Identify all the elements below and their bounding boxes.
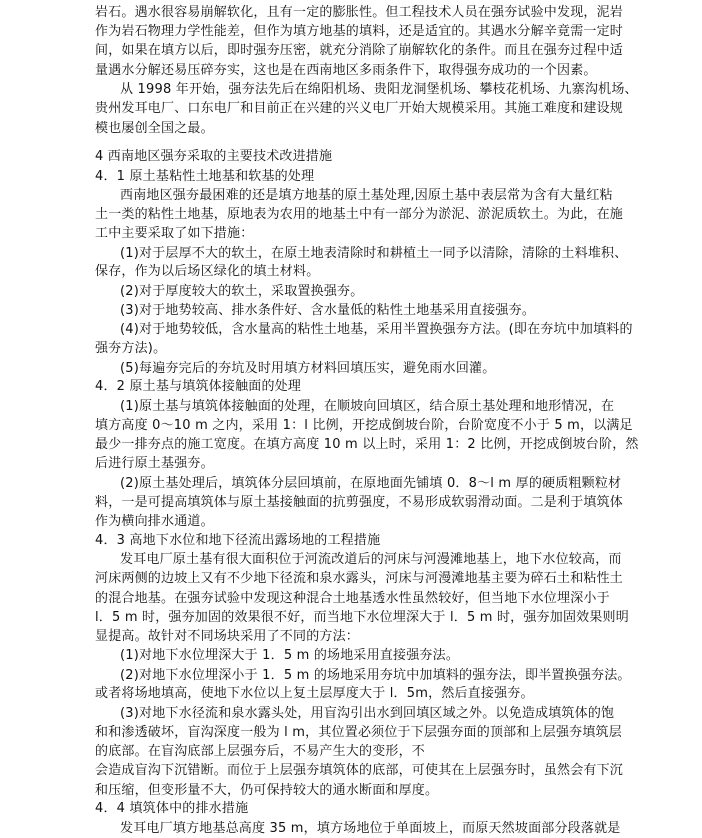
text-line: 模也屡创全国之最。	[95, 121, 214, 136]
text-line: 料，一是可提高填筑体与原土基接触面的抗剪强度，不易形成软弱滑动面。二是利于填筑体	[95, 495, 624, 510]
text-line: 岩石。遇水很容易崩解软化，且有一定的膨胀性。但工程技术人员在强夯试验中发现，泥岩	[95, 5, 624, 20]
text-line: (4)对于地势较低，含水量高的粘性土地基，采用半置换强夯方法。(即在夯坑中加填料的	[120, 322, 633, 337]
text-line: 的混合地基。在强夯试验中发现这种混合土地基透水性虽然较好，但当地下水位埋深小于	[95, 591, 610, 606]
text-line: (1)对于层厚不大的软土，在原土地表清除时和耕植土一同予以清除，清除的土料堆积、	[120, 246, 628, 261]
text-line: (5)每遍夯完后的夯坑及时用填方材料回填压实，避免雨水回灌。	[120, 361, 496, 376]
text-line: l．5 m 时，强夯加固的效果很不好，而当地下水位埋深大于 l．5 m 时，强夯加固效果则明	[95, 610, 629, 625]
text-line: 强夯方法)。	[95, 341, 167, 356]
text-line: 土一类的粘性土地基，原地表为农用的地基土中有一部分为淤泥、淤泥质软土。为此，在施	[95, 207, 624, 222]
text-line: 4．4 填筑体中的排水措施	[95, 801, 249, 816]
text-line: 显提高。故针对不同场块采用了不同的方法：	[95, 629, 360, 644]
text-line: 从 1998 年开始，强夯法先后在绵阳机场、贵阳龙洞堡机场、攀枝花机场、九寨沟机场、	[120, 82, 638, 97]
text-line: 工中主要采取了如下措施：	[95, 226, 254, 241]
text-line: 4．3 高地下水位和地下径流出露场地的工程措施	[95, 533, 381, 548]
text-line: 后进行原土基强夯。	[95, 456, 214, 471]
text-line: 发耳电厂填方地基总高度 35 m，填方场地位于单面坡上，而原天然坡面部分段落就是	[120, 821, 621, 836]
text-line: 会造成盲沟下沉错断。而位于上层强夯填筑体的底部，可使其在上层强夯时，虽然会有下沉	[95, 763, 624, 778]
text-line: 4 西南地区强夯采取的主要技术改进措施	[95, 149, 333, 164]
text-line: 间，如果在填方以后，即时强夯压密，就充分消除了崩解软化的条件。而且在强夯过程中适	[95, 43, 624, 58]
text-line: (3)对于地势较高、排水条件好、含水量低的粘性土地基采用直接强夯。	[120, 303, 536, 318]
text-line: 和压缩，但变形量不大，仍可保持较大的通水断面和厚度。	[95, 783, 439, 798]
text-line: 和和渗透破坏，盲沟深度一般为 l m，其位置必须位于下层强夯面的顶部和上层强夯填筑层	[95, 725, 622, 740]
text-line: (1)对地下水位埋深大于 1．5 m 的场地采用直接强夯法。	[120, 648, 460, 663]
text-line: 作为横向排水通道。	[95, 514, 214, 529]
text-line: 贵州发耳电厂、口东电厂和目前正在兴建的兴义电厂开始大规模采用。其施工难度和建设规	[95, 101, 624, 116]
text-line: 最少一排夯点的施工宽度。在填方高度 10 m 以上时，采用 1：2 比例，开挖成倒坡台阶，然	[95, 437, 639, 452]
text-line: 作为岩石物理力学性能差，但作为填方地基的填料，还是适宜的。其遇水分解辛竟需一定时	[95, 24, 624, 39]
text-line: (3)对地下水径流和泉水露头处，用盲沟引出水到回填区域之外。以免造成填筑体的饱	[120, 706, 615, 721]
text-line: 发耳电厂原土基有很大面积位于河流改道后的河床与河漫滩地基上，地下水位较高，而	[120, 552, 622, 567]
text-line: 河床两侧的边坡上又有不少地下径流和泉水露头，河床与河漫滩地基主要为碎石土和粘性土	[95, 571, 624, 586]
text-line: 的底部。在盲沟底部上层强夯后，不易产生大的变形，不	[95, 744, 426, 759]
text-line: 西南地区强夯最困难的还是填方地基的原土基处理,因原土基中表层常为含有大量红粘	[120, 188, 613, 203]
text-line: 填方高度 0～10 m 之内，采用 1：l 比例，开挖成倒坡台阶，台阶宽度不小于 5 m，以满足	[95, 418, 633, 433]
text-line: (1)原土基与填筑体接触面的处理，在顺坡向回填区，结合原土基处理和地形情况，在	[120, 399, 615, 414]
text-line: 4．1 原土基粘性土地基和软基的处理	[95, 169, 315, 184]
text-line: (2)对于厚度较大的软土，采取置换强夯。	[120, 284, 364, 299]
text-line: 或者将场地填高，使地下水位以上复土层厚度大于 l．5m，然后直接强夯。	[95, 686, 534, 701]
text-line: 量遇水分解还易压碎夯实，这也是在西南地区多雨条件下，取得强夯成功的一个因素。	[95, 63, 597, 78]
text-line: (2)原土基处理后，填筑体分层回填前，在原地面先铺填 0．8～l m 厚的硬质粗颗粒材	[120, 476, 622, 491]
text-line: (2)对地下水位埋深小于 1．5 m 的场地采用夯坑中加填料的强夯法，即半置换强夯法。	[120, 668, 631, 683]
text-line: 4．2 原土基与填筑体接触面的处理	[95, 379, 302, 394]
text-line: 保存，作为以后场区绿化的填土材料。	[95, 264, 320, 279]
